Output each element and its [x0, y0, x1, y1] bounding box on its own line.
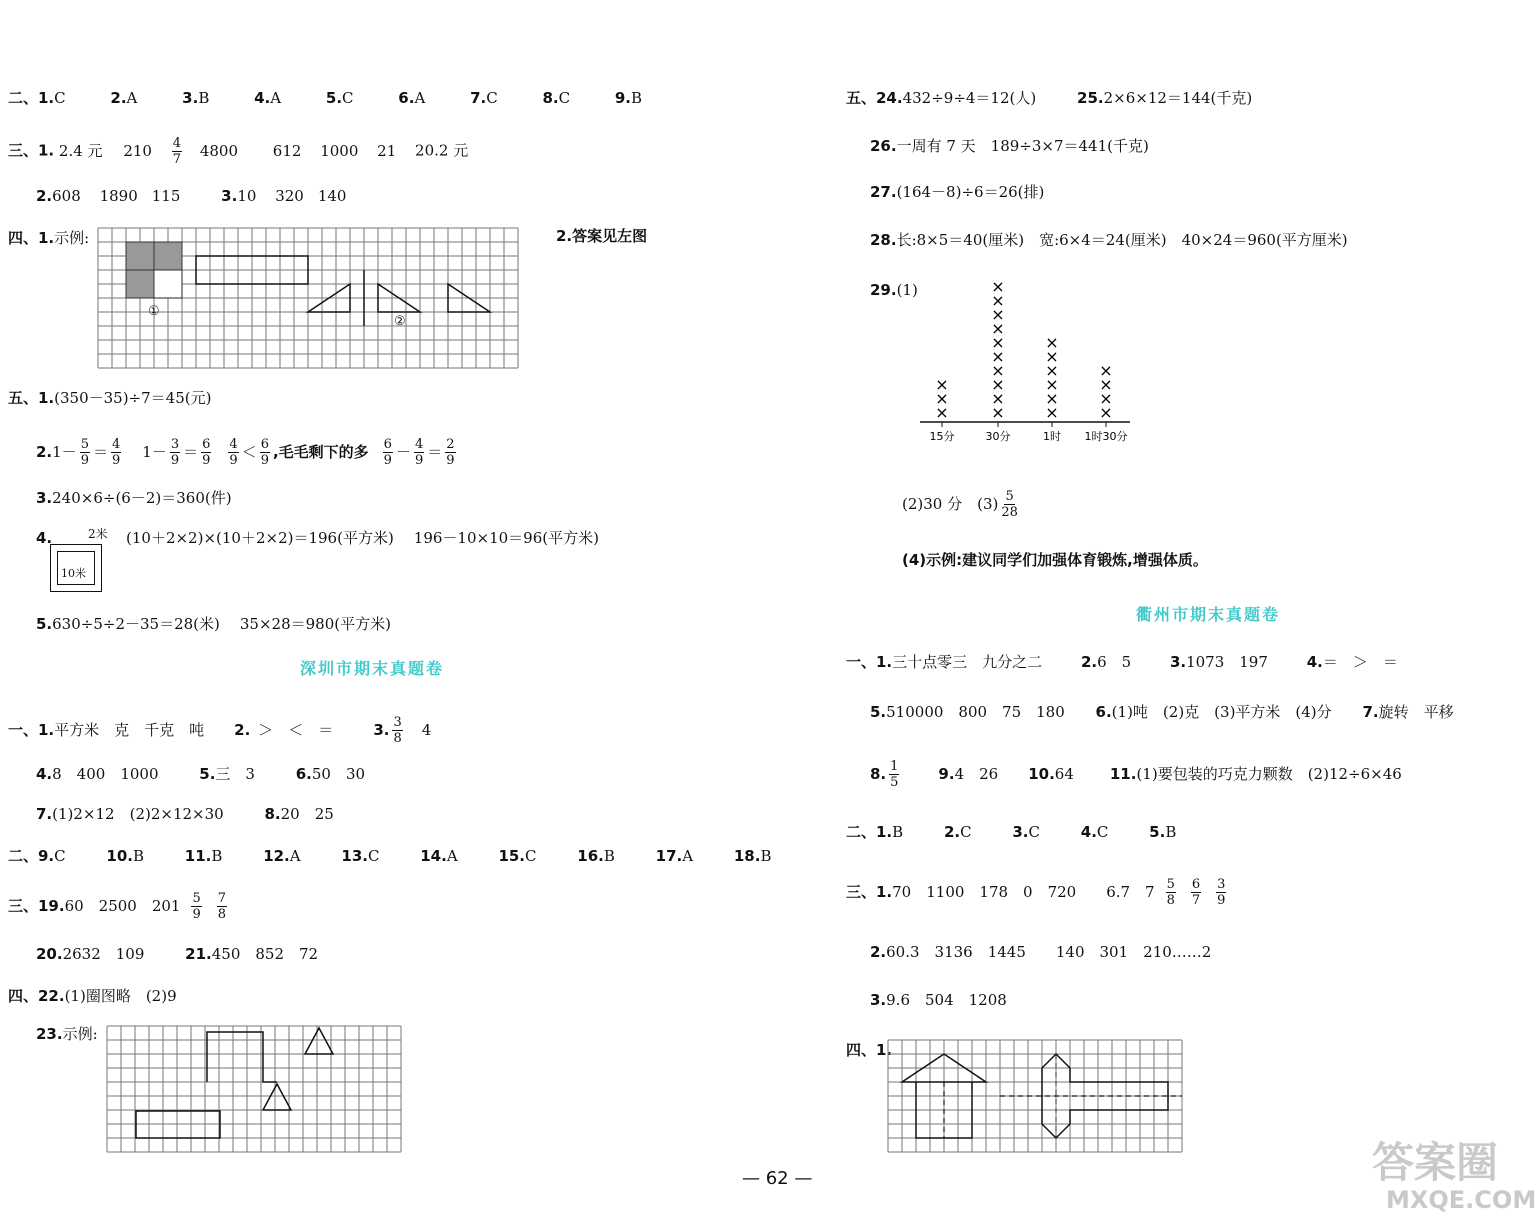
section-title-quzhou: 衢州市期末真题卷	[1136, 605, 1281, 624]
x-mark: ×	[1045, 389, 1059, 408]
answer-line-qz-1: 一、1.三十点零三 九分之二 2.6 5 3.1073 197 4.＝ ＞ ＝	[846, 653, 1398, 671]
answer-line-4-1: 四、1.示例:	[8, 229, 90, 247]
answer-note: 2.答案见左图	[556, 227, 648, 245]
x-mark: ×	[991, 319, 1005, 338]
answer-line-sz-7: 四、22.(1)圈图略 (2)9	[8, 987, 177, 1005]
section-title-shenzhen: 深圳市期末真题卷	[300, 659, 445, 678]
x-mark: ×	[991, 291, 1005, 310]
grid-figure-3	[888, 1040, 1188, 1152]
x-mark: ×	[1099, 389, 1113, 408]
watermark-logo: 答案圈	[1372, 1138, 1499, 1187]
answer-line-r-27: 27.(164－8)÷6＝26(排)	[870, 183, 1045, 201]
answer-line-qz-4: 二、1.B 2.C 3.C 4.C 5.B	[846, 823, 1177, 841]
grid-figure-2	[107, 1026, 403, 1152]
circle-1-label: ①	[148, 304, 160, 319]
x-mark: ×	[991, 333, 1005, 352]
answer-line-r-29: 29.(1)	[870, 281, 918, 299]
answer-line-sz-5: 三、19. 60 2500 201 $\frac{5}{9}$ $\frac{7}{8}$	[8, 890, 227, 922]
label-10m: 10米	[61, 567, 86, 580]
x-tick-label: 30分	[985, 430, 1011, 443]
x-mark: ×	[991, 389, 1005, 408]
answer-line-qz-3: 8. $\frac{1}{5}$ 9. 4 26 10. 64 11. (1)要包装的巧克力颗数 (2)12÷6×46	[870, 758, 1402, 790]
grid-figure-1	[98, 228, 522, 368]
circle-2-label: ②	[394, 314, 406, 329]
answer-line-r-29-4: (4)示例:建议同学们加强体育锻炼,增强体质。	[902, 551, 1208, 569]
fraction: $\frac{4}{7}$	[172, 136, 182, 167]
answer-line-qz-8: 四、1.	[846, 1041, 893, 1059]
x-mark: ×	[1099, 375, 1113, 394]
answer-line-qz-5: 三、1. 70 1100 178 0 720 6.7 7 $\frac{5}{8}$ $\frac{6}{7}$ $\frac{3}{9}$	[846, 876, 1226, 908]
answer-line-3-1: 三、1. 2.4 元 210 $\frac{4}{7}$ 4800 612 1000 21 20.2 元	[8, 136, 469, 167]
x-mark: ×	[991, 403, 1005, 422]
answer-line-r-29-2: (2)30 分 (3) $\frac{5}{28}$	[902, 488, 1018, 520]
answer-line-r-28: 28.长:8×5＝40(厘米) 宽:6×4＝24(厘米) 40×24＝960(平方厘米)	[870, 231, 1348, 249]
x-tick-label: 15分	[929, 430, 955, 443]
x-mark: ×	[991, 361, 1005, 380]
x-mark: ×	[1045, 361, 1059, 380]
square-figure	[50, 544, 102, 592]
answer-line-5-1: 五、1.(350－35)÷7＝45(元)	[8, 389, 212, 407]
x-tick-label: 1时30分	[1084, 430, 1128, 443]
x-mark: ×	[991, 347, 1005, 366]
answer-line-5-5: 5.630÷5÷2－35＝28(米) 35×28＝980(平方米)	[36, 615, 391, 633]
x-mark-chart	[920, 276, 1140, 456]
x-mark: ×	[1045, 347, 1059, 366]
answer-line-2-1: 二、1.C 2.A 3.B 4.A 5.C 6.A 7.C 8.C 9.B	[8, 89, 643, 107]
answer-line-qz-7: 3.9.6 504 1208	[870, 991, 1007, 1009]
answer-line-5-4-q: 4.	[36, 529, 53, 547]
answer-line-sz-8: 23.示例:	[36, 1025, 98, 1043]
answer-line-r-24: 五、24.432÷9÷4＝12(人) 25.2×6×12＝144(千克)	[846, 89, 1253, 107]
x-mark: ×	[991, 375, 1005, 394]
answer-line-3-2: 2.608 1890 115 3.10 320 140	[36, 187, 347, 205]
x-mark: ×	[1099, 361, 1113, 380]
answer-line-qz-6: 2.60.3 3136 1445 140 301 210……2	[870, 943, 1212, 961]
answer-line-5-2: 2. 1－ $\frac{5}{9}$ ＝ $\frac{4}{9}$ 1－ $\frac{3}{9}$ ＝ $\frac{6}{9}$ $\frac{4}{9}$ ＜ $\frac{6}{9}$ ,毛毛剩下的多 $\frac{6}{9}$ － $\frac{4}{9}$ ＝ $\frac{2}{9}$	[36, 436, 455, 468]
answer-line-qz-2: 5.510000 800 75 180 6.(1)吨 (2)克 (3)平方米 (4)分 7.旋转 平移	[870, 703, 1454, 721]
watermark-url: MXQE.COM	[1386, 1186, 1536, 1214]
page-number: — 62 —	[742, 1168, 813, 1189]
answer-line-5-3: 3.240×6÷(6－2)＝360(件)	[36, 489, 232, 507]
label-2m: 2米	[88, 527, 108, 541]
answer-line-sz-4: 二、9.C 10.B 11.B 12.A 13.C 14.A 15.C 16.B 17.A 18.B	[8, 847, 772, 865]
answer-line-r-26: 26.一周有 7 天 189÷3×7＝441(千克)	[870, 137, 1149, 155]
x-mark: ×	[935, 375, 949, 394]
x-mark: ×	[935, 389, 949, 408]
x-mark: ×	[1045, 375, 1059, 394]
answer-line-sz-3: 7.(1)2×12 (2)2×12×30 8.20 25	[36, 805, 334, 823]
x-mark: ×	[991, 305, 1005, 324]
x-mark: ×	[991, 277, 1005, 296]
answer-line-sz-6: 20.2632 109 21.450 852 72	[36, 945, 319, 963]
x-mark: ×	[1045, 403, 1059, 422]
x-mark: ×	[1099, 403, 1113, 422]
answer-line-sz-1: 一、1. 平方米 克 千克 吨 2. ＞ ＜ ＝ 3. $\frac{3}{8}$ 4	[8, 714, 432, 746]
answer-line-sz-2: 4.8 400 1000 5.三 3 6.50 30	[36, 765, 366, 783]
x-mark: ×	[935, 403, 949, 422]
x-mark: ×	[1045, 333, 1059, 352]
answer-line-5-4: (10＋2×2)×(10＋2×2)＝196(平方米) 196－10×10＝96(平方米)	[126, 529, 599, 547]
x-tick-label: 1时	[1043, 430, 1061, 443]
